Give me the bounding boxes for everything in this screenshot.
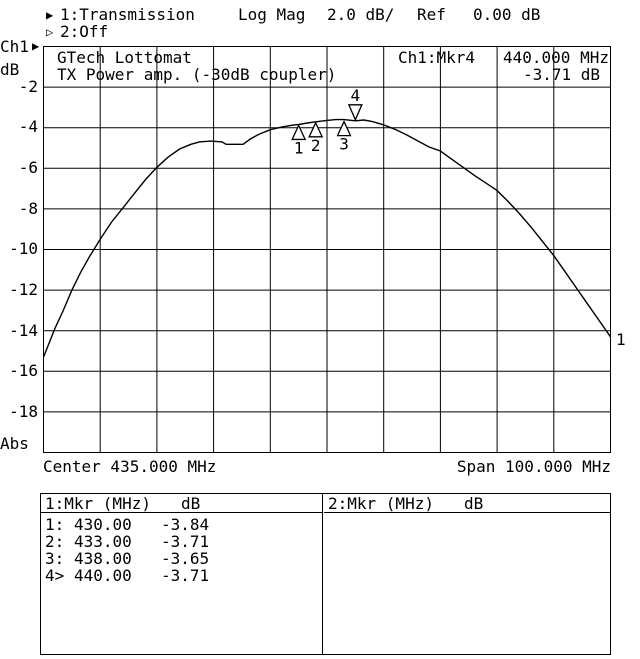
y-tick-label: -6 (18, 158, 38, 177)
y-unit-label: dB (0, 60, 20, 79)
header-title: 2:Mkr (MHz) (328, 494, 434, 513)
marker-freq: 440.00 (74, 566, 132, 585)
marker-readout-channel: Ch1:Mkr4 (398, 48, 476, 67)
marker-1-number: 1 (293, 138, 304, 158)
y-tick-label: -4 (18, 117, 38, 136)
y-tick-label: -8 (18, 199, 38, 218)
marker-3-icon (338, 122, 351, 136)
plot-title-line1: GTech Lottomat (57, 48, 192, 67)
marker-4-icon (349, 105, 362, 120)
marker-table-panel-1 (41, 494, 323, 654)
marker-row (41, 550, 322, 567)
y-tick-label: -18 (9, 402, 38, 421)
trace2-inactive-icon: ▷ (46, 25, 54, 39)
trace-end-number: 1 (616, 330, 626, 349)
y-tick-label: -14 (9, 321, 38, 340)
marker-readout-level: -3.71 dB (523, 65, 601, 84)
marker-freq: 438.00 (74, 549, 132, 568)
marker-level: -3.71 (161, 532, 210, 551)
marker-row (41, 533, 322, 550)
trace2-label: 2:Off (60, 22, 109, 41)
marker-2-number: 2 (310, 135, 321, 155)
marker-table (40, 493, 611, 655)
header-db-unit: dB (464, 494, 484, 513)
marker-3-number: 3 (339, 134, 349, 154)
marker-id: 2: (45, 532, 65, 551)
y-tick-label: -10 (9, 239, 38, 258)
ref-value: 0.00 dB (473, 5, 541, 24)
grid-lines (44, 47, 611, 453)
trace1-format: Log Mag (238, 5, 306, 24)
marker-table-header-2 (324, 494, 610, 513)
y-mode-label: Abs (0, 434, 29, 453)
marker-row (41, 567, 322, 584)
plot-title-line2: TX Power amp. (-30dB coupler) (57, 65, 337, 84)
trace1-label: 1:Transmission (60, 5, 195, 24)
y-tick-label: -2 (18, 77, 38, 96)
channel-label: Ch1 (0, 37, 29, 56)
reference-position-icon: ▶ (32, 39, 40, 53)
trace1-active-icon: ▶ (46, 8, 54, 22)
span-frequency-label: Span 100.000 MHz (456, 457, 611, 476)
center-frequency-label: Center 435.000 MHz (43, 457, 217, 476)
marker-2-icon (309, 123, 322, 137)
marker-table-panel-2 (324, 494, 610, 654)
marker-id: 4> (45, 566, 65, 585)
marker-table-header-1 (41, 494, 322, 513)
marker-4-number: 4 (350, 85, 361, 105)
header-db-unit: dB (181, 494, 201, 513)
marker-freq: 433.00 (74, 532, 132, 551)
y-tick-label: -16 (9, 361, 38, 380)
marker-readout-freq: 440.000 MHz (503, 48, 609, 67)
marker-level: -3.84 (161, 515, 210, 534)
marker-id: 1: (45, 515, 65, 534)
marker-freq: 430.00 (74, 515, 132, 534)
marker-level: -3.71 (161, 566, 210, 585)
y-tick-label: -12 (9, 280, 38, 299)
marker-level: -3.65 (161, 549, 210, 568)
ref-label: Ref (417, 5, 446, 24)
header-title: 1:Mkr (MHz) (45, 494, 151, 513)
graticule-svg (43, 46, 613, 455)
marker-row (41, 516, 322, 533)
marker-id: 3: (45, 549, 65, 568)
trace1-scale: 2.0 dB/ (327, 5, 395, 24)
